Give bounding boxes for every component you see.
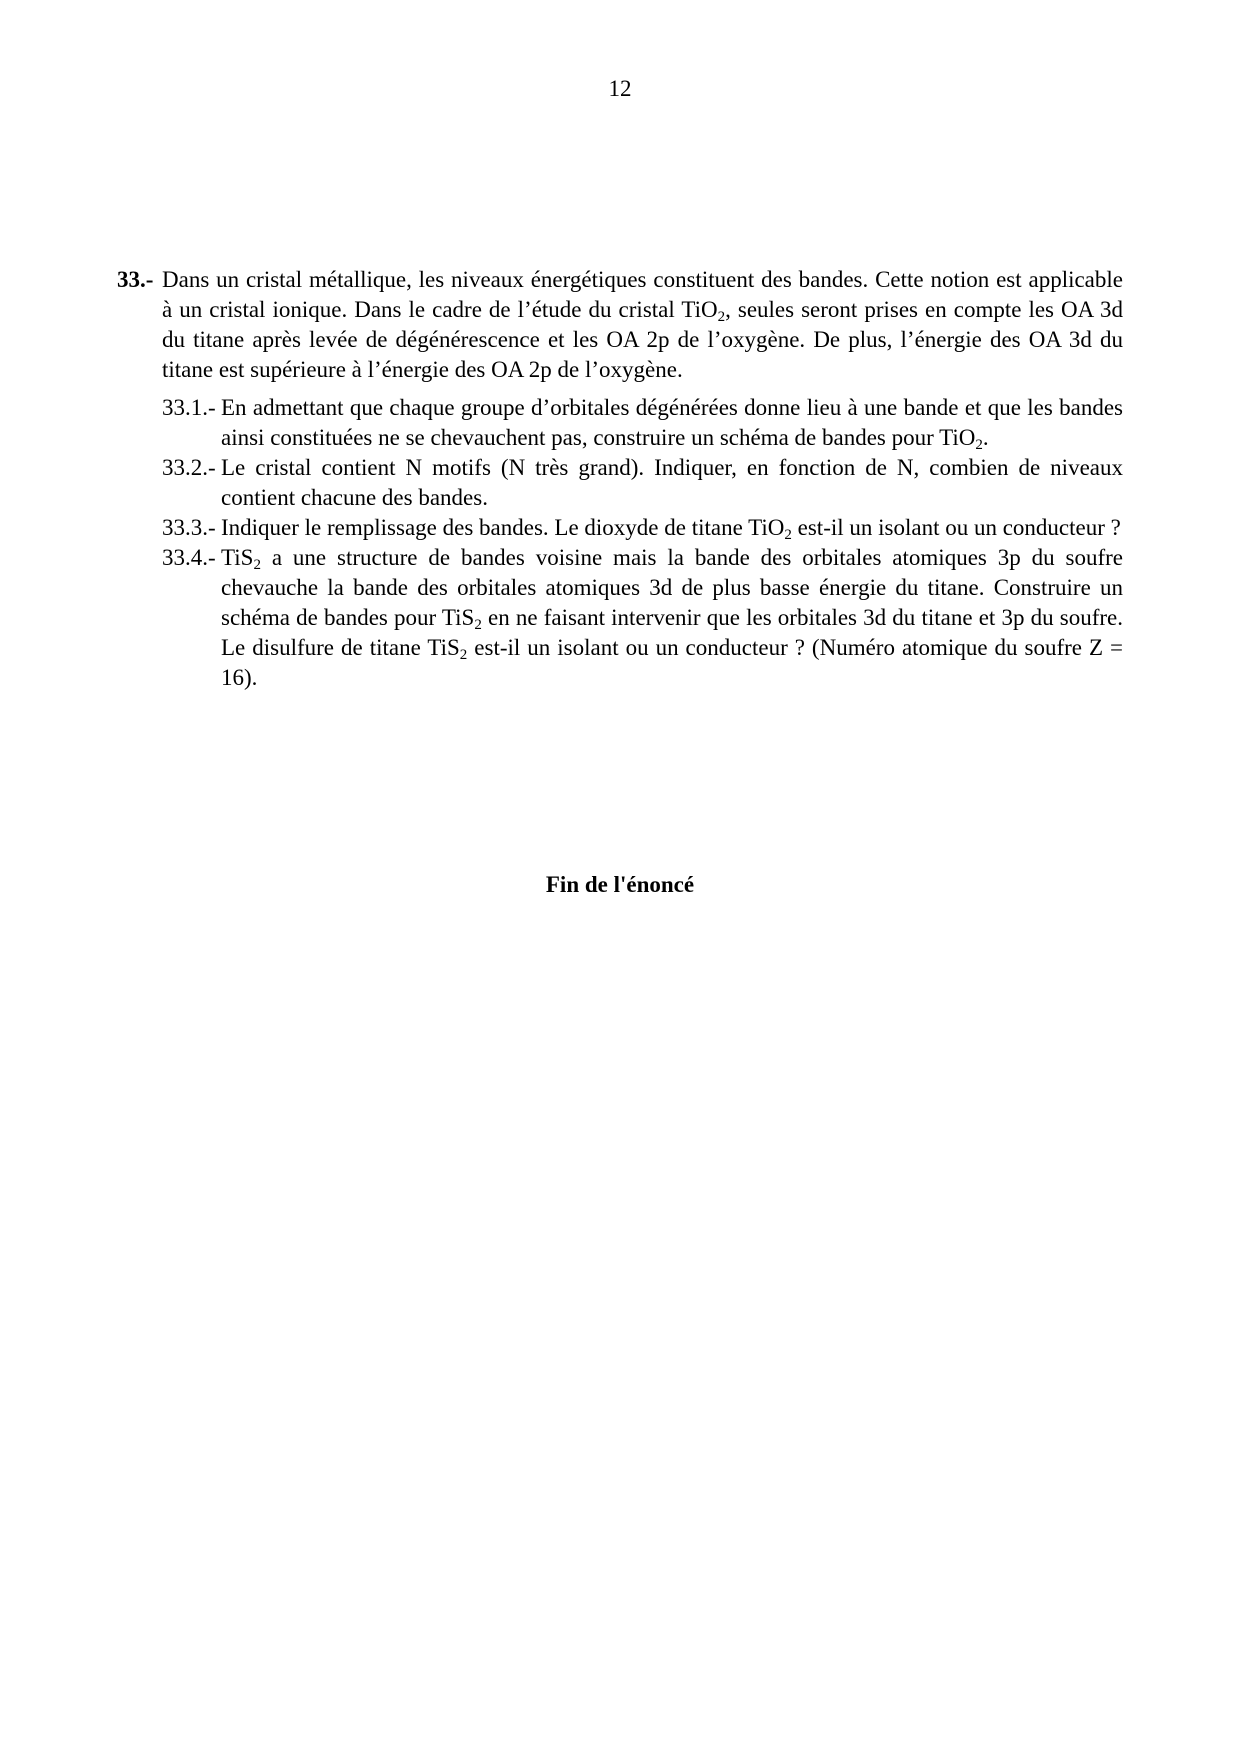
sub-question-text-2: a une structure de bandes voisine mais la bande des orbitales atomiques 3p du soufre chevauche la bande des orbitales atomiques 3d de plus basse énergie du titane. Construire un schéma de bandes pour TiS [221,545,1123,630]
sub-question-number: 33.2.- [162,455,216,480]
question-33 [117,265,1123,693]
question-number: 33.- [117,267,154,292]
intro-text-part-1: Dans un cristal métallique, les niveaux énergétiques constituent des bandes. Cette notion est applicable à un cristal ionique. Dans le cadre de l’étude du cristal TiO [162,267,1123,322]
sub-question-text: TiS [221,545,254,570]
sub-question-number: 33.1.- [162,395,216,420]
sub-question-33-4 [162,543,1123,693]
intro-text-part-2: , seules seront prises en compte les OA 3d du titane après levée de dégénérescence et les OA 2p de l’oxygène. De plus, l’énergie des OA 3d du titane est supérieure à l’énergie des OA 2p de l’oxygène. [162,297,1123,382]
sub-question-text-4: est-il un isolant ou un conducteur ? (Numéro atomique du soufre Z = 16). [221,635,1123,690]
subscript: 2 [784,527,792,543]
question-intro-text [162,265,1123,385]
sub-question-number: 33.4.- [162,545,216,570]
end-title: Fin de l'énoncé [545,872,695,897]
page-number: 12 [608,76,632,101]
sub-question-text-end: . [982,425,989,450]
sub-question-text: Le cristal contient N motifs (N très grand). Indiquer, en fonction de N, combien de niveaux contient chacune des bandes. [221,455,1123,510]
sub-question-33-3 [162,513,1123,543]
sub-question-33-1 [162,393,1123,453]
sub-question-text: En admettant que chaque groupe d’orbitales dégénérées donne lieu à une bande et que les bandes ainsi constituées ne se chevauchent pas, construire un schéma de bandes pour TiO [221,395,1123,450]
subscript: 2 [253,557,261,573]
sub-question-33-2 [162,453,1123,513]
intro-subscript: 2 [717,309,726,325]
question-intro [117,265,1123,385]
subscript: 2 [975,437,983,453]
sub-question-text-end: est-il un isolant ou un conducteur ? [791,515,1121,540]
sub-question-text-3: en ne faisant intervenir que les orbitales 3d du titane et 3p du soufre. Le disulfure de titane TiS [221,605,1123,660]
sub-question-text: Indiquer le remplissage des bandes. Le dioxyde de titane TiO [221,515,785,540]
subscript: 2 [474,617,482,633]
subscript: 2 [459,647,468,663]
sub-question-number: 33.3.- [162,515,216,540]
sub-question-list [162,393,1123,693]
